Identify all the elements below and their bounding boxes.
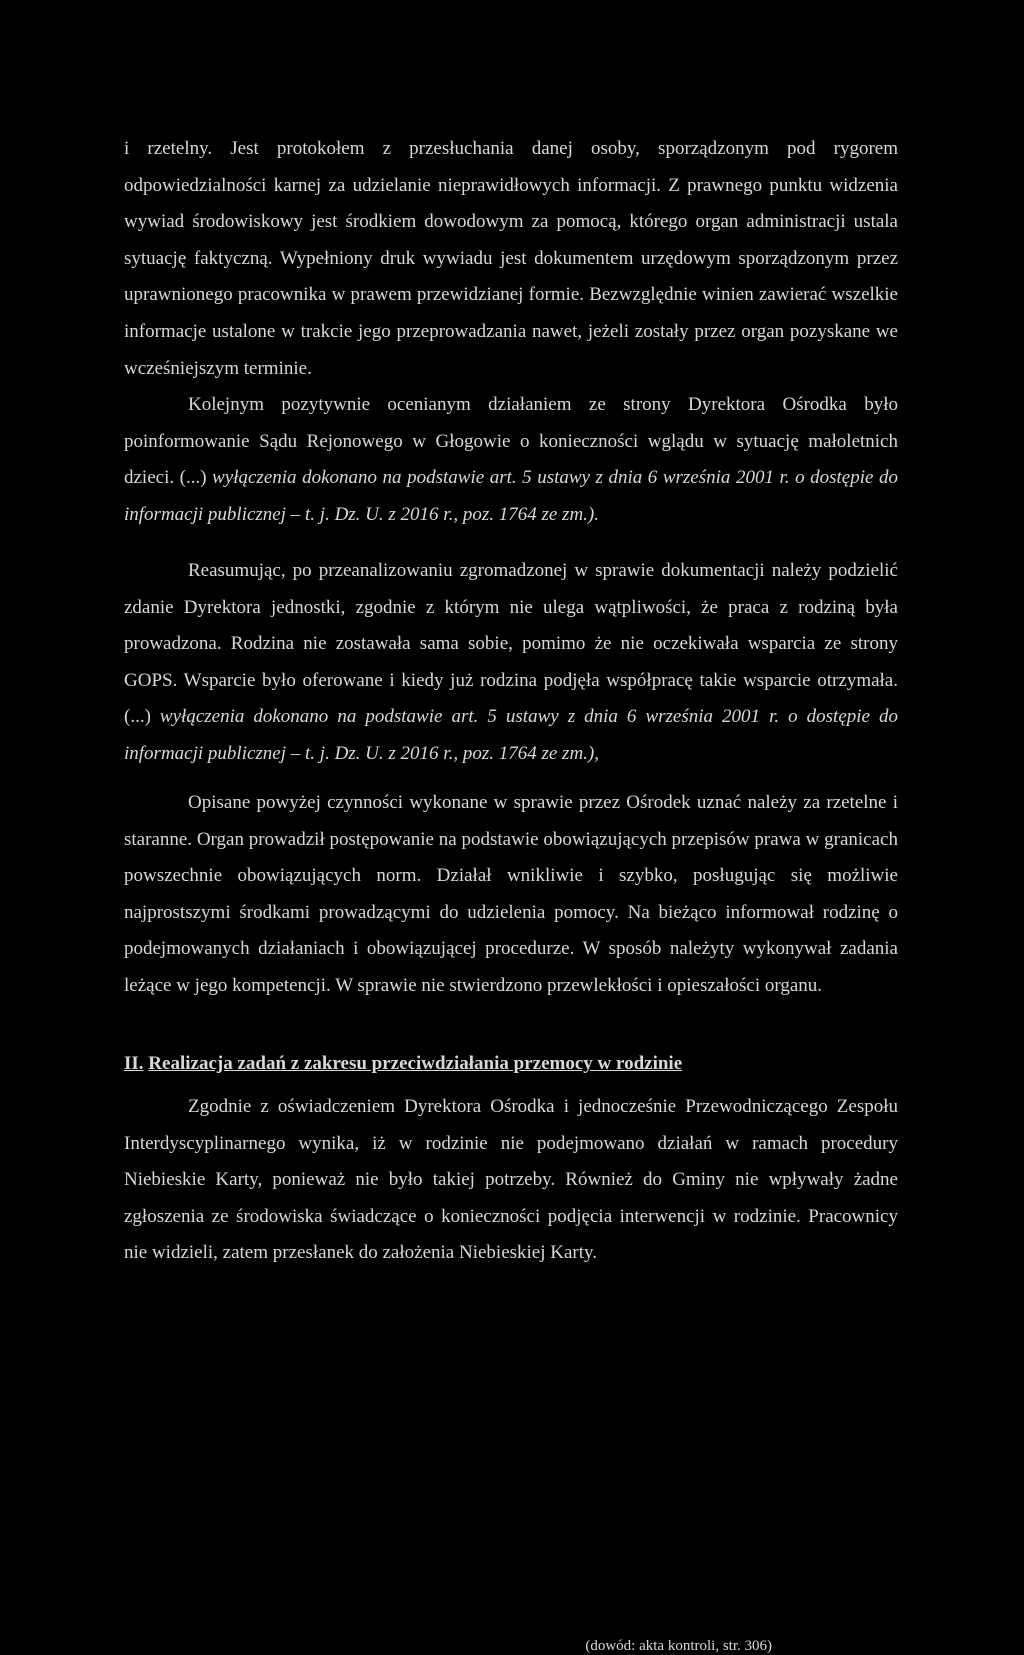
evidence-note: (dowód: akta kontroli, str. 306) (585, 1638, 772, 1654)
section-heading (124, 1046, 898, 1082)
section-title: Realizacja zadań z zakresu przeciwdziałania przemocy w rodzinie (148, 1053, 683, 1074)
paragraph-reasumujac (124, 553, 898, 773)
section-ii (124, 1046, 898, 1654)
paragraph-reasumujac-text: Reasumując, po przeanalizowaniu zgromadzonej w sprawie dokumentacji należy podzielić zdanie Dyrektora jednostki, zgodnie z którym nie ulega wątpliwości, że praca z rodziną była prowadzona. Rodzina nie zostawała sama sobie, pomimo że nie oczekiwała wsparcia ze strony GOPS. Wsparcie było oferowane i kiedy już rodzina podjęła współpracę takie wsparcie otrzymała. (...) (124, 560, 898, 728)
text-block-1 (124, 131, 898, 534)
text-block-2 (124, 553, 898, 773)
paragraph-wywiad-srodowiskowy: i rzetelny. Jest protokołem z przesłuchania danej osoby, sporządzonym pod rygorem odpowiedzialności karnej za udzielanie nieprawidłowych informacji. Z prawnego punktu widzenia wywiad środowiskowy jest środkiem dowodowym za pomocą, którego organ administracji ustala sytuację faktyczną. Wypełniony druk wywiadu jest dokumentem urzędowym sporządzonym przez uprawnionego pracownika w prawem przewidzianej formie. Bezwzględnie winien zawierać wszelkie informacje ustalone w trakcie jego przeprowadzania nawet, jeżeli zostały przez organ pozyskane we wcześniejszym terminie. (124, 138, 898, 379)
section-number: II. (124, 1053, 144, 1074)
redaction-note: wyłączenia dokonano na podstawie art. 5 ustawy z dnia 6 września 2001 r. o dostępie do informacji publicznej – t. j. Dz. U. z 2016 r., poz. 1764 ze zm.), (124, 706, 898, 764)
text-block-3 (124, 785, 898, 1005)
redaction-note: wyłączenia dokonano na podstawie art. 5 ustawy z dnia 6 września 2001 r. o dostępie do informacji publicznej – t. j. Dz. U. z 2016 r., poz. 1764 ze zm.). (124, 467, 898, 525)
paragraph-sad-rejonowy (124, 387, 898, 533)
paragraph-niebieskie-karty: Zgodnie z oświadczeniem Dyrektora Ośrodka i jednocześnie Przewodniczącego Zespołu Interdyscyplinarnego wynika, iż w rodzinie nie podejmowano działań w ramach procedury Niebieskie Karty, ponieważ nie było takiej potrzeby. Również do Gminy nie wpływały żadne zgłoszenia ze środowiska świadczące o konieczności podjęcia interwencji w rodzinie. Pracownicy nie widzieli, zatem przesłanek do założenia Niebieskiej Karty. (124, 1096, 898, 1264)
paragraph-sad-rejonowy-text: Kolejnym pozytywnie ocenianym działaniem ze strony Dyrektora Ośrodka było poinformowanie Sądu Rejonowego w Głogowie o konieczności wglądu w sytuację małoletnich dzieci. (...) (124, 394, 898, 489)
paragraph-opisane-czynnosci: Opisane powyżej czynności wykonane w sprawie przez Ośrodek uznać należy za rzetelne i staranne. Organ prowadził postępowanie na podstawie obowiązujących przepisów prawa w granicach powszechnie obowiązujących norm. Działał wnikliwie i szybko, posługując się możliwie najprostszymi środkami prowadzącymi do udzielenia pomocy. Na bieżąco informował rodzinę o podejmowanych działaniach i obowiązującej procedurze. W sposób należyty wykonywał zadania leżące w jego kompetencji. W sprawie nie stwierdzono przewlekłości i opieszałości organu. (124, 792, 898, 996)
